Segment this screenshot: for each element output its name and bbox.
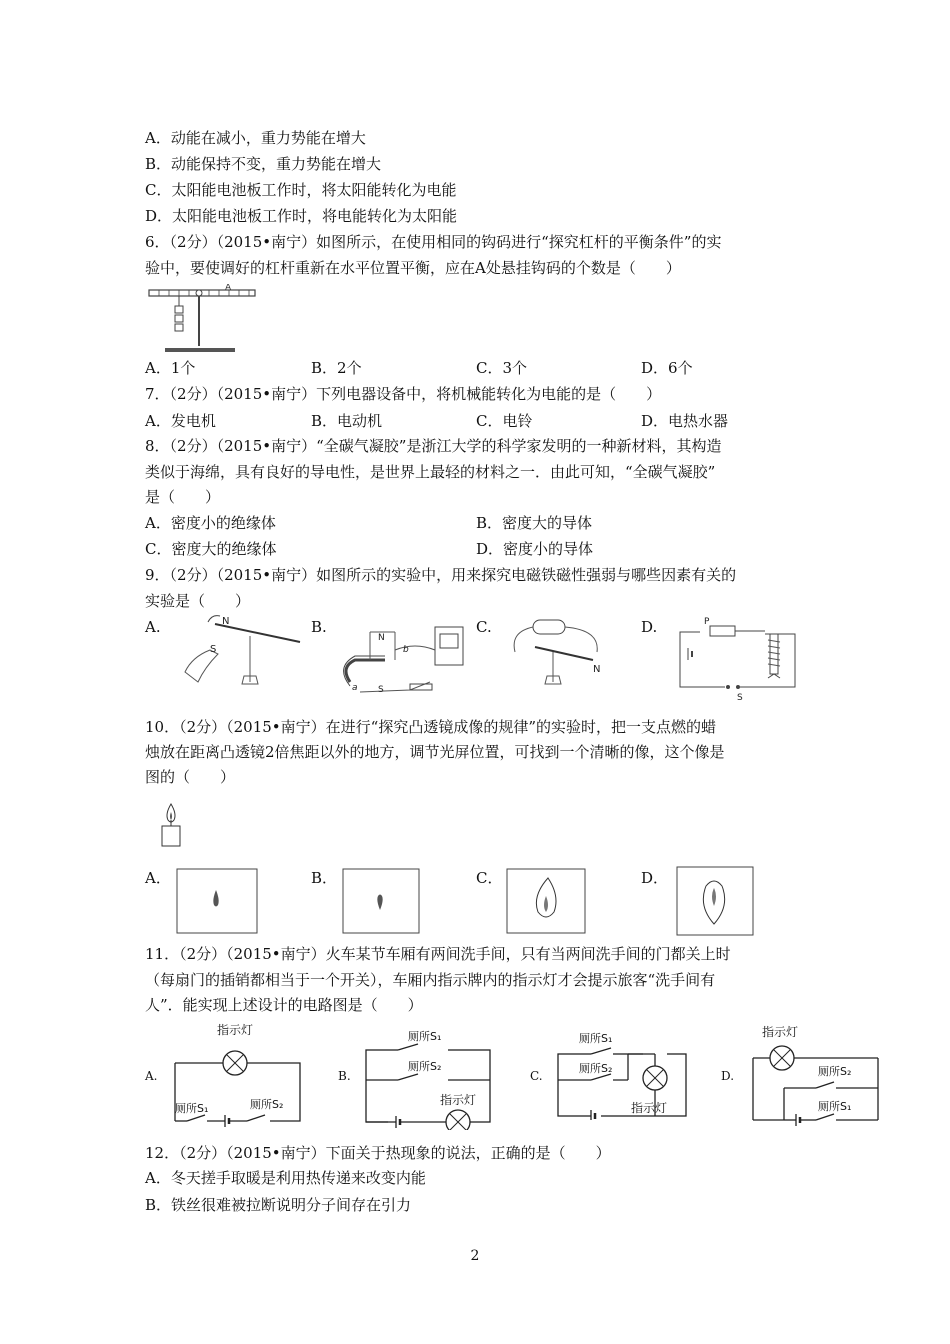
- q8-stem-line1: 8．（2分）（2015•南宁）“全碳气凝胶”是浙江大学的科学家发明的一种新材料，其构造: [145, 437, 722, 455]
- q11d-lamp-label: 指示灯: [762, 1025, 799, 1039]
- q11-option-c-label: C.: [530, 1069, 543, 1083]
- lever-figure: [145, 284, 260, 354]
- q9-figure-a: [170, 612, 305, 690]
- q11c-lamp-label: 指示灯: [631, 1101, 668, 1115]
- q9-option-c-label: C.: [476, 618, 492, 636]
- q12-option-a: A．冬天搓手取暖是利用热传递来改变内能: [145, 1169, 426, 1187]
- q9b-n-label: N: [378, 633, 385, 643]
- candle-figure: [158, 800, 188, 850]
- q10-stem-line3: 图的（ ）: [145, 768, 236, 786]
- q5-option-a: A．动能在减小，重力势能在增大: [145, 129, 366, 147]
- q6-stem-line2: 验中，要使调好的杠杆重新在水平位置平衡，应在A处悬挂钩码的个数是（ ）: [145, 259, 681, 277]
- q9-stem-line1: 9．（2分）（2015•南宁）如图所示的实验中，用来探究电磁铁磁性强弱与哪些因素有关的: [145, 566, 737, 584]
- q11d-s2-label: 厕所S₂: [818, 1065, 852, 1078]
- q5-option-c: C．太阳能电池板工作时，将太阳能转化为电能: [145, 181, 457, 199]
- q10-stem-line2: 烛放在距离凸透镜2倍焦距以外的地方，调节光屏位置，可找到一个清晰的像，这个像是: [145, 743, 725, 761]
- q10-option-b-label: B．: [311, 869, 338, 887]
- q10-option-a-label: A．: [145, 869, 171, 887]
- q5-option-b: B．动能保持不变，重力势能在增大: [145, 155, 382, 173]
- q7-stem-line1: 7．（2分）（2015•南宁）下列电器设备中，将机械能转化为电能的是（ ）: [145, 385, 662, 403]
- q7-option-c: C．电铃: [476, 412, 533, 430]
- q11a-s2-label: 厕所S₂: [250, 1098, 284, 1111]
- q9-figure-c: [505, 612, 615, 690]
- q8-option-b: B．密度大的导体: [476, 514, 593, 532]
- q10-screen-a: [176, 868, 258, 934]
- q11b-s1-label: 厕所S₁: [408, 1030, 442, 1043]
- lever-label-a: A: [225, 284, 232, 293]
- q11-option-b-label: B.: [338, 1069, 351, 1083]
- q12-option-b: B．铁丝很难被拉断说明分子间存在引力: [145, 1196, 412, 1214]
- q5-option-d: D．太阳能电池板工作时，将电能转化为太阳能: [145, 207, 458, 225]
- q6-option-c: C．3个: [476, 359, 528, 377]
- q8-stem-line3: 是（ ）: [145, 488, 221, 506]
- q11-option-d-label: D.: [721, 1069, 735, 1083]
- page-number: 2: [470, 1248, 480, 1264]
- q9b-b-label: b: [403, 645, 409, 655]
- q11c-s2-label: 厕所S₂: [579, 1062, 613, 1075]
- q11-stem-line1: 11．（2分）（2015•南宁）火车某节车厢有两间洗手间，只有当两间洗手间的门都关上时: [145, 945, 731, 963]
- q9-figure-b: [340, 612, 465, 697]
- q11-stem-line3: 人”．能实现上述设计的电路图是（ ）: [145, 996, 423, 1014]
- q11-circuit-b: [358, 1020, 498, 1130]
- q12-stem-line1: 12．（2分）（2015•南宁）下面关于热现象的说法，正确的是（ ）: [145, 1144, 611, 1162]
- q11-circuit-d: [748, 1020, 883, 1130]
- q9a-s-label: S: [210, 644, 217, 655]
- q10-screen-b: [342, 868, 420, 934]
- q9-figure-d: [670, 612, 800, 704]
- q11d-s1-label: 厕所S₁: [818, 1100, 852, 1113]
- q9b-s-label: S: [378, 685, 384, 695]
- q9-option-a-label: A.: [145, 618, 161, 636]
- q7-option-a: A．发电机: [145, 412, 216, 430]
- q6-option-a: A．1个: [145, 359, 196, 377]
- q6-option-b: B．2个: [311, 359, 362, 377]
- q8-option-c: C．密度大的绝缘体: [145, 540, 277, 558]
- q9b-a-label: a: [352, 683, 358, 693]
- q11-stem-line2: （每扇门的插销都相当于一个开关），车厢内指示牌内的指示灯才会提示旅客“洗手间有: [145, 971, 716, 989]
- q11a-lamp-label: 指示灯: [217, 1023, 254, 1037]
- q8-option-a: A．密度小的绝缘体: [145, 514, 276, 532]
- q11-circuit-a: [165, 1020, 305, 1130]
- q11b-lamp-label: 指示灯: [440, 1093, 477, 1107]
- q11b-s2-label: 厕所S₂: [408, 1060, 442, 1073]
- q6-option-d: D．6个: [641, 359, 693, 377]
- q10-option-c-label: C．: [476, 869, 503, 887]
- q10-stem-line1: 10．（2分）（2015•南宁）在进行“探究凸透镜成像的规律”的实验时，把一支点燃的蜡: [145, 718, 716, 736]
- q9-stem-line2: 实验是（ ）: [145, 592, 251, 610]
- q9a-n-label: N: [222, 616, 230, 627]
- q9-option-d-label: D.: [641, 618, 658, 636]
- q9c-n-label: N: [593, 664, 601, 675]
- q11c-s1-label: 厕所S₁: [579, 1032, 613, 1045]
- q9d-p-label: P: [704, 617, 710, 627]
- q10-screen-d: [676, 866, 754, 936]
- q8-option-d: D．密度小的导体: [476, 540, 594, 558]
- q10-screen-c: [506, 868, 586, 934]
- q11-option-a-label: A.: [145, 1069, 158, 1083]
- q11a-s1-label: 厕所S₁: [175, 1102, 209, 1115]
- q10-option-d-label: D．: [641, 869, 669, 887]
- q9-option-b-label: B.: [311, 618, 327, 636]
- q9d-s-label: S: [737, 693, 743, 703]
- q8-stem-line2: 类似于海绵，具有良好的导电性，是世界上最轻的材料之一．由此可知，“全碳气凝胶”: [145, 463, 716, 481]
- q7-option-d: D．电热水器: [641, 412, 729, 430]
- q11-circuit-c: [553, 1020, 693, 1120]
- q7-option-b: B．电动机: [311, 412, 383, 430]
- q6-stem-line1: 6．（2分）（2015•南宁）如图所示，在使用相同的钩码进行“探究杠杆的平衡条件”的实: [145, 233, 722, 251]
